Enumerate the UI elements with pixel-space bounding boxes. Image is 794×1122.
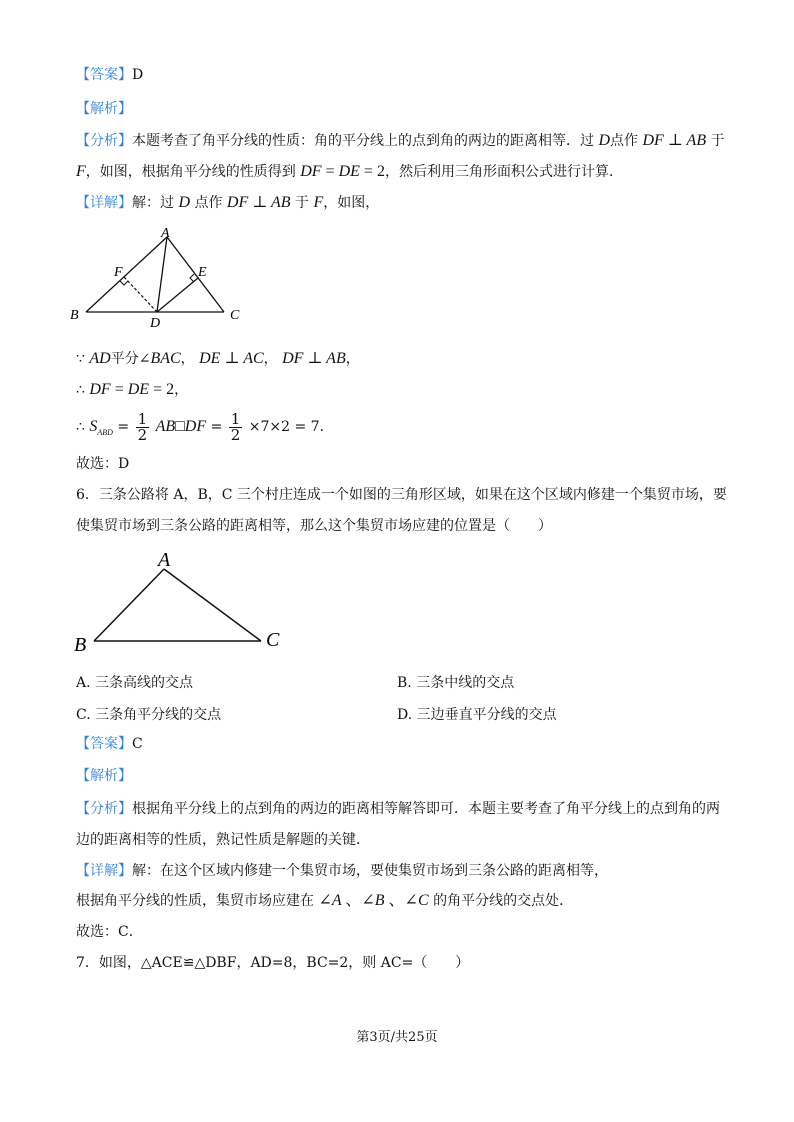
xiangjie-text-c: 于 (295, 195, 310, 211)
fenxi-text-a: 本题考查了角平分线的性质：角的平分线上的点到角的两边的距离相等．过 (132, 133, 594, 149)
conclusion-1: 故选：D (76, 456, 130, 472)
fig1-label-B: B (70, 308, 79, 323)
answer-line-2 (76, 735, 143, 753)
triangle-figure-2 (66, 546, 296, 656)
fig2-label-A: A (158, 549, 171, 571)
step-line-2: ∴ DF = DE = 2， (76, 381, 189, 398)
fenxi2-line-2: 边的距离相等的性质，熟记性质是解题的关键． (76, 832, 370, 848)
frac-num-2: 1 (230, 409, 241, 428)
fig1-label-C: C (230, 308, 240, 323)
answer-tag: 【答案】 (76, 736, 132, 752)
fenxi-line-1 (76, 132, 725, 150)
option-text: 三边垂直平分线的交点 (416, 707, 557, 723)
q6-line-1: 6．三条公路将 A，B，C 三个村庄连成一个如图的三角形区域，如果在这个区域内修建一个集贸市场，要 (76, 487, 727, 503)
therefore-symbol-1: ∴ (76, 382, 85, 398)
option-key: A. (76, 675, 91, 691)
answer-value: D (132, 67, 144, 83)
xiangjie-text-d: ，如图， (323, 195, 380, 211)
frac-den-1: 2 (137, 425, 148, 444)
fig1-label-F: F (114, 265, 123, 280)
fenxi-line2-a: ，如图，根据角平分线的性质得到 (85, 164, 296, 180)
analysis-tag: 【解析】 (76, 768, 132, 784)
fraction-half-1 (136, 409, 150, 444)
xiangjie2-text-2b: 的角平分线的交点处． (433, 893, 574, 909)
q6-option-c[interactable] (76, 704, 221, 724)
math-D: D (598, 132, 611, 149)
math-BAC: BAC (150, 350, 181, 367)
page-footer: 第3页/共25页 (356, 1030, 438, 1045)
math-F2: F (313, 194, 324, 211)
fig1-label-A: A (161, 226, 170, 241)
math-AD: AD (89, 350, 111, 367)
frac-den-2: 2 (230, 425, 241, 444)
answer-tag: 【答案】 (76, 67, 132, 83)
fenxi-line-2 (76, 163, 623, 181)
fenxi-line2-b: ，然后利用三角形面积公式进行计算． (384, 164, 623, 180)
option-key: B. (397, 675, 412, 691)
fenxi2-line-1 (76, 800, 720, 818)
math-D2: D (178, 194, 191, 211)
xiangjie-tag: 【详解】 (76, 195, 132, 211)
fig2-label-C: C (266, 629, 280, 651)
xiangjie2-line-1 (76, 862, 608, 880)
fig1-label-D: D (150, 316, 161, 331)
math-ab-df: AB□DF (155, 418, 207, 435)
frac-num-1: 1 (137, 409, 148, 428)
fenxi-text-c: 于 (710, 133, 725, 149)
xiangjie-line-1 (76, 194, 379, 212)
q6-option-d[interactable] (397, 704, 557, 724)
area-subscript: ABD (97, 428, 113, 438)
math-angles: ∠A 、∠B 、∠C (318, 892, 429, 909)
fig1-label-E: E (198, 265, 207, 280)
fenxi-tag: 【分析】 (76, 801, 132, 817)
xiangjie-tag: 【详解】 (76, 863, 132, 879)
option-text: 三条角平分线的交点 (95, 707, 222, 723)
option-text: 三条高线的交点 (95, 675, 194, 691)
fenxi2-text-1: 根据角平分线上的点到角的两边的距离相等解答即可．本题主要考查了角平分线上的点到角的两 (132, 801, 720, 817)
conclusion-2: 故选：C． (76, 924, 143, 940)
answer-line-1 (76, 66, 143, 84)
because-symbol: ∵ (76, 351, 85, 367)
q6-option-a[interactable] (76, 672, 193, 692)
math-df-eq-de: DF = DE = 2 (300, 163, 385, 180)
option-text: 三条中线的交点 (416, 675, 515, 691)
answer-value: C (132, 736, 143, 752)
math-de-perp-ac: DE ⊥ AC (199, 350, 264, 367)
q6-option-b[interactable] (397, 672, 514, 692)
option-key: C. (76, 707, 91, 723)
fenxi-text-b: 点作 (610, 133, 639, 149)
analysis-tag: 【解析】 (76, 101, 132, 117)
math-df-perp-ab-2: DF ⊥ AB (226, 194, 291, 211)
math-area-S: $S_{ABD}$ (89, 418, 113, 438)
step-line-3: ∴ $S_{ABD}$ = $\frac{1}{2}$ AB□DF = $\frac{1}{2}$ ×7×2 = 7． (76, 409, 334, 444)
step-line-1: ∵ AD平分∠BAC， DE ⊥ AC， DF ⊥ AB， (76, 350, 360, 367)
xiangjie-text-b: 点作 (194, 195, 223, 211)
step1-text: 平分∠ (110, 351, 151, 367)
fig2-label-B: B (74, 634, 87, 656)
triangle-figure-1 (66, 224, 266, 334)
xiangjie2-text-1: 解：在这个区域内修建一个集贸市场，要使集贸市场到三条公路的距离相等， (132, 863, 608, 879)
math-df-perp-ab-3: DF ⊥ AB (282, 350, 346, 367)
q7-line: 7．如图，△ACE≌△DBF，AD=8，BC=2，则 AC=（ ） (76, 955, 470, 971)
xiangjie2-text-2a: 根据角平分线的性质，集贸市场应建在 (76, 893, 314, 909)
fraction-half-2 (229, 409, 243, 444)
xiangjie2-line-2 (76, 892, 573, 910)
math-F: F (76, 163, 86, 180)
xiangjie-text-a: 解：过 (132, 195, 174, 211)
analysis-heading-2 (76, 767, 132, 785)
therefore-symbol-2: ∴ (76, 419, 85, 435)
math-df-eq-de-2: DF = DE = 2 (89, 381, 175, 398)
q6-line-2: 使集贸市场到三条公路的距离相等，那么这个集贸市场应建的位置是（ ） (76, 518, 552, 534)
analysis-heading-1 (76, 100, 132, 118)
step3-end: ×7×2 = 7． (248, 419, 334, 435)
math-df-perp-ab: DF ⊥ AB (642, 132, 707, 149)
fenxi-tag: 【分析】 (76, 133, 132, 149)
option-key: D. (397, 707, 413, 723)
